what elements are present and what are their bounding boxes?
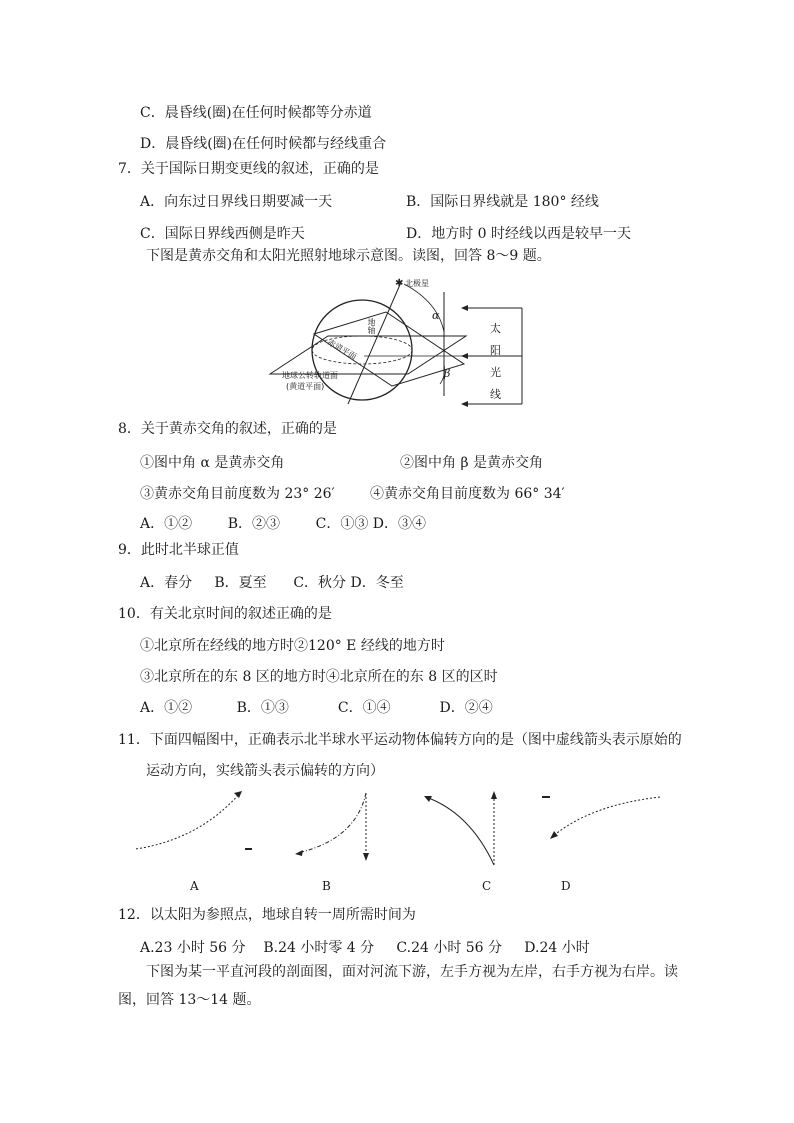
q8-option-2: ②图中角 β 是黄赤交角 [400,455,543,471]
q7-option-a: A．向东过日界线日期要减一天 [140,194,333,210]
beta-label: β [444,367,451,380]
orbit-plane-label: 地球公转轨道面 [282,371,338,380]
q7-option-d: D．地方时 0 时经线以西是较早一天 [406,226,632,242]
equator-plane-label: 赤道平面 [325,337,359,362]
q10-stem: 10．有关北京时间的叙述正确的是 [118,606,332,622]
sun-char-2: 阳 [490,344,501,357]
earth-globe [312,300,412,400]
q10-options-3-4: ③北京所在的东 8 区的地方时④北京所在的东 8 区的区时 [140,669,498,685]
polaris-label: 北极星 [405,279,429,288]
q8-option-1: ①图中角 α 是黄赤交角 [140,455,285,471]
q13-14-intro-cont: 图，回答 13～14 题。 [118,992,261,1008]
deflection-figure [120,785,680,870]
q8-option-4: ④黄赤交角目前度数为 66° 34′ [370,486,565,502]
q7-option-c: C．国际日界线西侧是昨天 [140,226,305,242]
orbit-plane [270,336,466,374]
q8-9-intro: 下图是黄赤交角和太阳光照射地球示意图。读图，回答 8～9 题。 [146,248,551,264]
q7-stem: 7．关于国际日期变更线的叙述，正确的是 [118,161,379,177]
q10-answers: A．①② B．①③ C．①④ D．②④ [140,700,493,716]
q8-option-3: ③黄赤交角目前度数为 23° 26′ [140,486,335,502]
q12-answers: A.23 小时 56 分 B.24 小时零 4 分 C.24 小时 56 分 D.24 小时 [140,940,590,956]
q7-option-b: B．国际日界线就是 180° 经线 [406,194,599,210]
q6-option-d: D．晨昏线(圈)在任何时候都与经线重合 [140,136,387,152]
axis-label: 地轴 [367,318,376,334]
q9-answers: A．春分 B．夏至 C．秋分 D．冬至 [140,575,404,591]
fig-label-b: B [322,879,331,893]
q13-14-intro: 下图为某一平直河段的剖面图，面对河流下游，左手方视为左岸，右手方视为右岸。读 [146,964,678,980]
sun-char-3: 光 [490,366,501,379]
q6-option-c: C．晨昏线(圈)在任何时候都等分赤道 [140,105,372,121]
q10-options-1-2: ①北京所在经线的地方时②120° E 经线的地方时 [140,638,445,654]
sun-char-4: 线 [490,388,501,401]
fig-label-c: C [482,879,492,893]
q12-stem: 12．以太阳为参照点，地球自转一周所需时间为 [118,907,416,923]
ecliptic-label: (黄道平面) [286,382,325,391]
alpha-label: α [432,309,440,322]
polaris-icon: ✱ [395,278,404,289]
q11-stem-cont: 运动方向，实线箭头表示偏转的方向） [146,763,384,779]
fig-label-a: A [190,879,199,893]
fig-label-d: D [561,879,571,893]
q8-stem: 8．关于黄赤交角的叙述，正确的是 [118,421,337,437]
q8-answers: A．①② B．②③ C．①③ D．③④ [140,516,426,532]
sun-char-1: 太 [490,322,501,335]
q9-stem: 9．此时北半球正值 [118,542,239,558]
q11-stem: 11．下面四幅图中，正确表示北半球水平运动物体偏转方向的是（图中虚线箭头表示原始的 [118,732,682,748]
